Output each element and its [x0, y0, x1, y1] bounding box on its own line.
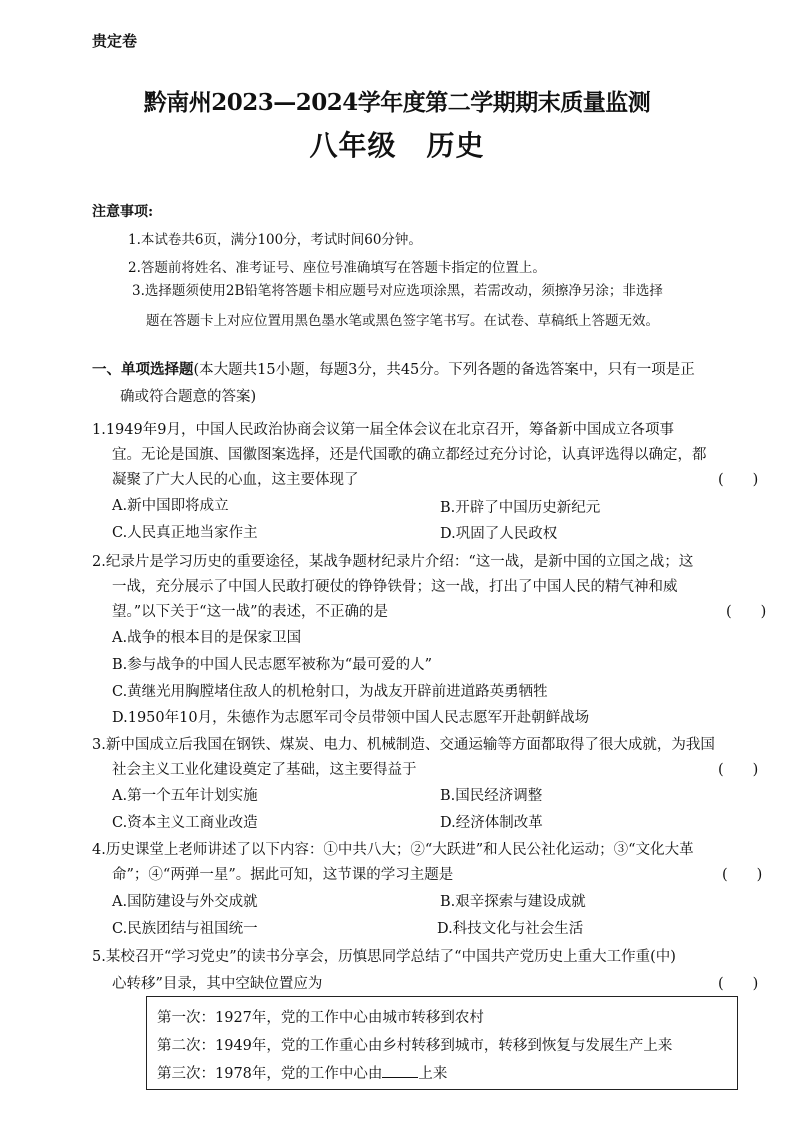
note-item: 3.选择题须使用2B铅笔将答题卡相应题号对应选项涂黑，若需改动，须擦净另涂；非选择	[132, 283, 663, 299]
answer-blank: ( )	[726, 604, 767, 620]
outline-item: 第二次：1949年，党的工作重心由乡村转移到城市，转移到恢复与发展生产上来	[157, 1038, 673, 1054]
section-heading	[92, 358, 695, 379]
outline-item: 第三次：1978年，党的工作中心由 上来	[157, 1062, 447, 1083]
answer-blank: ( )	[718, 472, 759, 488]
option-a: A.第一个五年计划实施	[112, 788, 258, 804]
question-2-line: 一战，充分展示了中国人民敢打硬仗的铮铮铁骨；这一战，打出了中国人民的精气神和威	[112, 579, 678, 595]
section-desc-cont: 确或符合题意的答案)	[120, 389, 257, 405]
option-c: C.人民真正地当家作主	[112, 525, 258, 541]
option-a: A.国防建设与外交成就	[112, 894, 258, 910]
question-1-line: 宜。无论是国旗、国徽图案选择，还是代国歌的确立都经过充分讨论，认真评选得以确定，都	[112, 447, 707, 463]
option-b: B.参与战争的中国人民志愿军被称为“最可爱的人”	[112, 657, 433, 673]
question-2-line: 望。”以下关于“这一战”的表述，不正确的是	[112, 604, 388, 620]
question-5-line: 心转移”目录，其中空缺位置应为	[112, 976, 323, 992]
note-item: 2.答题前将姓名、准考证号、座位号准确填写在答题卡指定的位置上。	[128, 260, 546, 276]
question-2-line: 2.纪录片是学习历史的重要途径，某战争题材纪录片介绍：“这一战，是新中国的立国之战；这	[92, 554, 694, 570]
option-d: D.经济体制改革	[440, 815, 543, 831]
question-1-line: 凝聚了广大人民的心血，这主要体现了	[112, 472, 359, 488]
option-d: D.1950年10月，朱德作为志愿军司令员带领中国人民志愿军开赴朝鲜战场	[112, 710, 590, 726]
option-b: B.开辟了中国历史新纪元	[440, 500, 601, 516]
option-d: D.科技文化与社会生活	[437, 921, 584, 937]
outline-box	[146, 996, 738, 1090]
option-c: C.黄继光用胸膛堵住敌人的机枪射口，为战友开辟前进道路英勇牺牲	[112, 684, 548, 700]
option-a: A.新中国即将成立	[112, 498, 229, 514]
exam-title: 黔南州2023—2024学年度第二学期期末质量监测	[143, 89, 651, 116]
grade-label: 八年级	[309, 129, 397, 162]
note-item: 1.本试卷共6页，满分100分，考试时间60分钟。	[128, 232, 422, 248]
section-desc: (本大题共15小题，每题3分，共45分。下列各题的备选答案中，只有一项是正	[193, 362, 695, 378]
section-label: 一、单项选择题	[92, 361, 194, 378]
question-4-line: 命”；④“两弹一星”。据此可知，这节课的学习主题是	[112, 867, 454, 883]
question-3-line: 3.新中国成立后我国在钢铁、煤炭、电力、机械制造、交通运输等方面都取得了很大成就，为我国	[92, 737, 715, 753]
paper-tag: 贵定卷	[92, 32, 138, 50]
question-4-line: 4.历史课堂上老师讲述了以下内容：①中共八大；②“大跃进”和人民公社化运动；③“文化大革	[92, 842, 694, 858]
fill-blank	[382, 1063, 418, 1078]
question-1-line: 1.1949年9月，中国人民政治协商会议第一届全体会议在北京召开，筹备新中国成立各项事	[92, 422, 674, 438]
option-c: C.民族团结与祖国统一	[112, 921, 258, 937]
question-5-line: 5.某校召开“学习党史”的读书分享会，历慎思同学总结了“中国共产党历史上重大工作重(中)	[92, 949, 676, 965]
option-b: B.国民经济调整	[440, 788, 543, 804]
outline-item: 第一次：1927年，党的工作中心由城市转移到农村	[157, 1010, 484, 1026]
question-3-line: 社会主义工业化建设奠定了基础，这主要得益于	[112, 762, 417, 778]
subject-label: 历史	[426, 129, 485, 162]
option-a: A.战争的根本目的是保家卫国	[112, 630, 302, 646]
answer-blank: ( )	[722, 867, 763, 883]
option-b: B.艰辛探索与建设成就	[440, 894, 586, 910]
notes-heading: 注意事项:	[92, 204, 154, 220]
answer-blank: ( )	[718, 762, 759, 778]
option-d: D.巩固了人民政权	[440, 526, 558, 542]
exam-subtitle	[0, 124, 794, 164]
answer-blank: ( )	[718, 976, 759, 992]
option-c: C.资本主义工商业改造	[112, 815, 258, 831]
note-item: 题在答题卡上对应位置用黑色墨水笔或黑色签字笔书写。在试卷、草稿纸上答题无效。	[146, 313, 659, 329]
